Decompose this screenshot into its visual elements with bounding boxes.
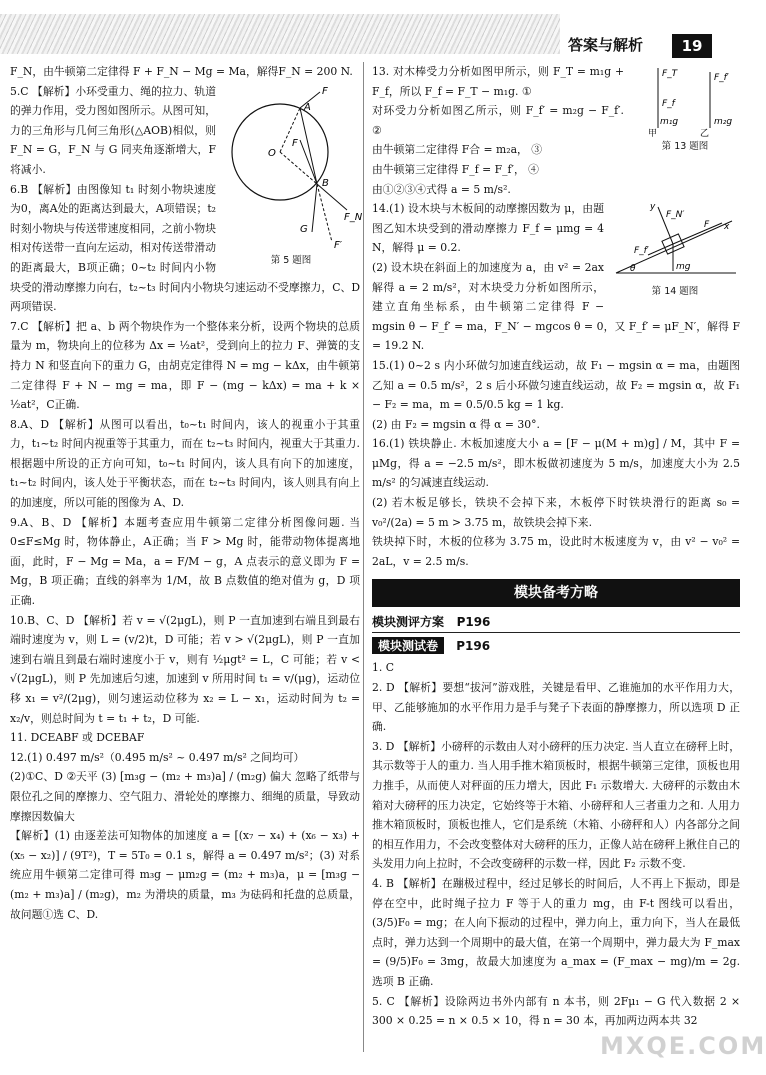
answer-7: 7.C 【解析】把 a、b 两个物块作为一个整体来分析，设两个物块的总质量为 m，物块向上的位移为 Δx = ½at²，受到向上的拉力 F、弹簧的支持力 N 和竖直向下的重力 G，由胡克定律得 N = mg − kΔx，由牛顿第二定律得 F + N − mg = ma，即 F − (mg − kΔx) = ma + k × ½at²，C正确.	[10, 319, 360, 412]
test-answer-2: 2. D 【解析】要想“拔河”游戏胜，关键是看甲、乙谁施加的水平作用力大，甲、乙能够施加的水平作用力是手与凳子下表面的静摩擦力，所以选项 D 正确.	[372, 681, 740, 734]
label-x: x	[724, 222, 730, 233]
label-f-prime: F′	[334, 239, 343, 251]
answer-8: 8.A、D 【解析】从图可以看出，t₀~t₁ 时间内，该人的视重小于其重力，t₁~t₂ 时间内视重等于其重力，而在 t₂~t₃ 时间内，视重大于其重力. 根据题中所设的正方向可知，t₀~t₁ 时间内，该人具有向下的加速度，t₁~t₂ 时间内，该人处于平衡状态，而在 t₂~t₃ 时间内，该人则具有向上的加速度，所以可能的图像为 A、D.	[10, 417, 360, 510]
figure-14-caption: 第 14 题图	[651, 286, 699, 298]
answer-14-part2: (2) 设木块在斜面上的加速度为 a，由 v² = 2ax 解得 a = 2 m/s²，对木块受力分析如图所示，建立直角坐标系，由牛顿第二定律得 F − mgsin θ − F_f′ = ma，F_N′ − mgcos θ = 0，又 F_f′ = μF_N′，解得 F = 19.2 N.	[372, 260, 740, 353]
label-b: B	[322, 177, 329, 189]
label-m2g: m₂g	[714, 117, 733, 127]
page-header	[0, 0, 750, 58]
answer-15-part2: (2) 由 F₂ = mgsin α 得 α = 30°.	[372, 417, 540, 431]
answer-13-line4: 由牛顿第三定律得 F_f = F_f′， ④	[372, 162, 539, 176]
label-mg: mg	[676, 262, 691, 273]
answer-16-part2: (2) 若木板足够长，铁块不会掉下来，木板停下时铁块滑行的距离 s₀ = v₀²/(2a) = 5 m > 3.75 m，故铁块会掉下来.	[372, 496, 740, 529]
label-f: F	[704, 220, 710, 231]
test-answer-4: 4. B 【解析】在蹦极过程中，经过足够长的时间后，人不再上下振动，即是停在空中，此时绳子拉力 F 等于人的重力 mg，由 F-t 图线可以看出，(3/5)F₀ = mg；在人向下振动的过程中，弹力向上，重力向下，当人在最低点时，弹力达到一个周期中的最大值，在第一个周期中，弹力最大为 F_max = (9/5)F₀ = 3mg，故最大加速度为 a_max = (F_max − mg)/m = 2g. 选项 B 正确.	[372, 876, 740, 988]
figure-5	[222, 82, 363, 266]
figure-13-drawing	[630, 62, 740, 138]
module-banner: 模块备考方略	[372, 579, 740, 607]
label-y: y	[650, 202, 656, 213]
sub-heading-evaluation-label: 模块测评方案	[372, 615, 445, 630]
answer-6: 6.B 【解析】由图像知 t₁ 时刻小物块速度为0，离A处的距离达到最大，A项错误；t₂ 时刻小物块与传送带速度相同，之前小物块相对传送带一直向左运动，相对传送带滑动的距离最大，B项正确；0~t₂ 时间内小物块受的滑动摩擦力向右，t₂~t₃ 时间内小物块匀速运动不受摩擦力，C、D两项错误.	[10, 182, 360, 314]
figure-5-caption: 第 5 题图	[270, 254, 312, 266]
sub-heading-test-page: P196	[456, 639, 491, 654]
left-column	[10, 62, 363, 924]
answer-13-line2: 对环受力分析如图乙所示，则 F_f′ = m₂g − F_f′. ②	[372, 104, 624, 137]
sub-heading-test-label: 模块测试卷	[372, 637, 444, 654]
label-ff-prime: F_f′	[714, 73, 729, 83]
label-a: A	[304, 101, 311, 113]
answer-12-part2: (2)①C、D ②天平 (3) [m₃g − (m₂ + m₃)a] / (m₂g) 偏大 忽略了纸带与限位孔之间的摩擦力、空气阻力、滑轮处的摩擦力、细绳的质量，导致动摩擦因数偏大	[10, 770, 360, 823]
header-texture	[0, 14, 560, 54]
answer-16-part3: 铁块掉下时，木板的位移为 3.75 m，设此时木板速度为 v，由 v² − v₀² = 2aL，v = 2.5 m/s.	[372, 535, 740, 568]
label-m1g: m₁g	[660, 117, 679, 127]
label-fn: F_N	[344, 211, 363, 223]
answer-13-line3: 由牛顿第二定律得 F合 = m₂a， ③	[372, 143, 543, 157]
test-answer-1: 1. C	[372, 661, 394, 675]
answer-14-part1: 14.(1) 设木块与木板间的动摩擦因数为 μ，由题图乙知木块受到的滑动摩擦力 F_f = μmg = 4 N，解得 μ = 0.2.	[372, 202, 604, 255]
figure-5-drawing	[222, 82, 363, 252]
answer-10: 10.B、C、D 【解析】若 v = √(2μgL)，则 P 一直加速到右端且到最右端时速度为 v，则 L = (v/2)t，D 可能；若 v > √(2μgL)，则 P 一直加速到右端且到最右端时速度小于 v，则有 ½μgt² = L，C 可能；若 v < √(2μgL)，则 P 先加速后匀速，加速到 v 所用时间 t₁ = v/(μg)，运动位移 x₁ = v²/(2μg)，则匀速运动位移为 x₂ = L − x₁，运动时间为 t₂ = x₂/v，则总时间为 t = t₁ + t₂，D 可能.	[10, 613, 360, 725]
label-f-top: F	[322, 85, 328, 97]
answer-12-part1: 12.(1) 0.497 m/s²（0.495 m/s² ~ 0.497 m/s² 之间均可）	[10, 750, 305, 764]
sub-heading-evaluation	[372, 613, 740, 633]
answer-13-line5: 由①②③④式得 a = 5 m/s².	[372, 182, 511, 196]
force-f-prime-arrow	[317, 184, 332, 242]
test-answer-3: 3. D 【解析】小磅秤的示数由人对小磅秤的压力决定. 当人直立在磅秤上时，其示数等于人的重力. 当人用手推木箱顶板时，根据牛顿第三定律，顶板也用力推手，从而使人对秤面的压力增大，因此 F₁ 示数增大. 大磅秤的示数由木箱对大磅秤的压力决定，它始终等于木箱、小磅秤和人三者重力之和. 人用力推木箱顶板时，顶板也推人，它们是系统（木箱、小磅秤和人）内各部分之间的相互作用力，不会改变整体对大磅秤的压力，正像人站在磅秤上揪住自己的头发用力向上拉时，不会改变磅秤的示数一样，因此 F₂ 示数不变.	[372, 739, 740, 871]
figure-13	[630, 62, 740, 152]
answer-11: 11. DCEABF 或 DCEBAF	[10, 731, 145, 745]
radius-ob	[280, 152, 317, 184]
watermark: MXQE.COM	[600, 1032, 766, 1060]
page-number: 19	[672, 34, 712, 58]
answer-12-analysis: 【解析】(1) 由逐差法可知物体的加速度 a = [(x₇ − x₄) + (x₆ − x₃) + (x₅ − x₂)] / (9T²)，T = 5T₀ = 0.1 s，解得 a = 0.497 m/s²；(3) 对系统应用牛顿第二定律可得 m₃g − μm₂g = (m₂ + m₃)a，μ = [m₃g − (m₂ + m₃)a] / (m₂g)，m₂ 为滑块的质量，m₃ 为砝码和托盘的总质量，故问题①选 C、D.	[10, 829, 360, 921]
column-divider	[363, 62, 364, 1052]
sub-heading-test	[372, 637, 740, 654]
sub-heading-evaluation-page: P196	[456, 615, 491, 630]
label-f: F	[292, 137, 298, 149]
label-fn-prime: F_N′	[666, 210, 685, 221]
label-jia: 甲	[648, 129, 658, 139]
answer-5: 5.C 【解析】小环受重力、绳的拉力、轨道的弹力作用，受力图如图所示。从图可知，力的三角形与几何三角形(△AOB)相似，则 F_N = G，F_N 与 G 同夹角逐渐增大，F 将减小.	[10, 84, 216, 176]
label-ft: F_T	[662, 69, 678, 79]
answer-13-line1: 13. 对木棒受力分析如图甲所示，则 F_T = m₁g + F_f，所以 F_f = F_T − m₁g. ①	[372, 65, 624, 98]
test-answer-5: 5. C 【解析】设除两边书外内部有 n 本书，则 2Fμ₁ − G 代入数据 2 × 300 × 0.25 = n × 0.5 × 10，得 n = 30 本，再加两边两本共 32	[372, 994, 740, 1028]
answer-15-part1: 15.(1) 0~2 s 内小环做匀加速直线运动，故 F₁ − mgsin α = ma，由题图乙知 a = 0.5 m/s²，2 s 后小环做匀速直线运动，故 F₂ = mgsin α，故 F₁ − F₂ = ma，m = 0.5/0.5 kg = 1 kg.	[372, 358, 740, 412]
figure-13-caption: 第 13 题图	[661, 141, 709, 152]
label-theta: θ	[630, 264, 636, 275]
section-title: 答案与解析	[568, 36, 644, 54]
figure-14-drawing	[610, 199, 740, 283]
answer-9: 9.A、B、D 【解析】本题考查应用牛顿第二定律分析图像问题. 当 0≤F≤Mg 时，物体静止，A正确；当 F > Mg 时，能带动物体提离地面，此时，F − Mg = Ma，a = F/M − g，A 点表示的意义即为 F = Mg，B 项正确；直线的斜率为 1/M，故 B 点数值的绝对值为 g，D 项正确.	[10, 515, 360, 608]
label-o: O	[268, 147, 276, 159]
label-g: G	[300, 223, 308, 235]
label-yi: 乙	[700, 129, 710, 139]
axis-x	[673, 223, 722, 244]
answer-16-part1: 16.(1) 铁块静止. 木板加速度大小 a = [F − μ(M + m)g] / M，其中 F = μMg，得 a = −2.5 m/s²，即木板做初速度为 5 m/s，加速度大小为 2.5 m/s² 的匀减速直线运动.	[372, 437, 740, 490]
figure-14	[610, 199, 740, 297]
label-ff: F_f	[662, 99, 675, 109]
label-ff-prime: F_f′	[634, 246, 649, 257]
force-g-arrow	[312, 184, 317, 232]
right-column	[372, 62, 740, 1031]
answer-4-tail: F_N，由牛顿第二定律得 F + F_N − Mg = Ma，解得F_N = 200 N.	[10, 65, 353, 78]
